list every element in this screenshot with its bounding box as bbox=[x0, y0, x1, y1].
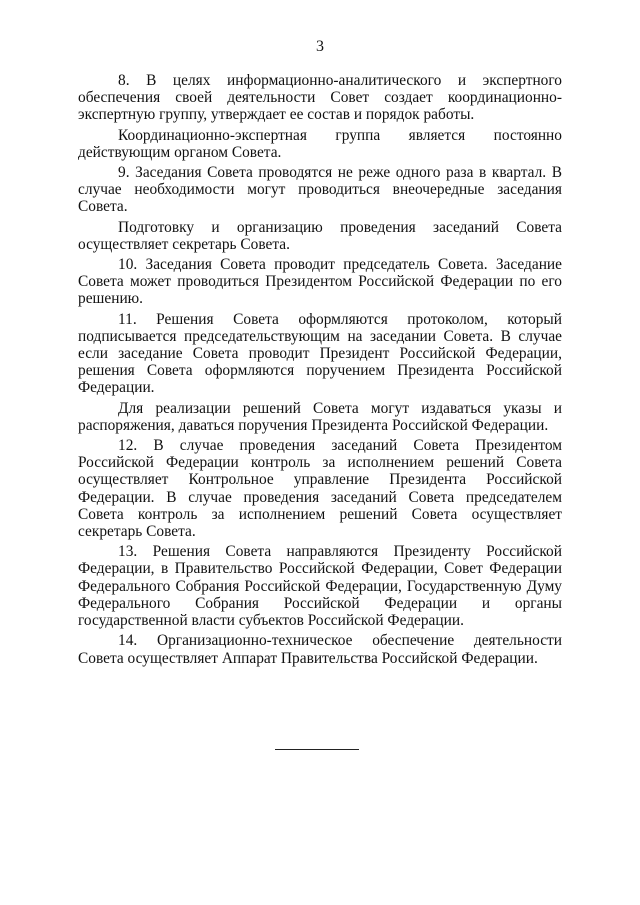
paragraph-8-continued: Координационно-экспертная группа является постоянно действующим органом Совета. bbox=[78, 126, 562, 161]
end-of-document-rule bbox=[275, 749, 359, 750]
paragraph-11: 11. Решения Совета оформляются протоколом, который подписывается председательствующим на заседании Совета. В случае если заседание Совета проводит Президент Российской Федерации, решения Совета оформляются поручением Президента Российской Федерации. bbox=[78, 310, 562, 397]
document-body bbox=[78, 72, 562, 667]
page-number: 3 bbox=[316, 38, 324, 55]
paragraph-12: 12. В случае проведения заседаний Совета Президентом Российской Федерации контроль за исполнением решений Совета осуществляет Контрольное управление Президента Российской Федерации. В случае проведения заседаний Совета председателем Совета контроль за исполнением решений Совета осуществляет секретарь Совета. bbox=[78, 437, 562, 541]
paragraph-9-continued: Подготовку и организацию проведения заседаний Совета осуществляет секретарь Совета. bbox=[78, 218, 562, 253]
paragraph-8: 8. В целях информационно-аналитического и экспертного обеспечения своей деятельности Совет создает координационно-экспертную группу, утверждает ее состав и порядок работы. bbox=[78, 72, 562, 124]
paragraph-13: 13. Решения Совета направляются Президенту Российской Федерации, в Правительство Российской Федерации, Совет Федерации Федерального Собрания Российской Федерации, Государственную Думу Федерального Собрания Российской Федерации и органы государственной власти субъектов Российской Федерации. bbox=[78, 543, 562, 630]
paragraph-9: 9. Заседания Совета проводятся не реже одного раза в квартал. В случае необходимости могут проводиться внеочередные заседания Совета. bbox=[78, 164, 562, 216]
paragraph-11-continued: Для реализации решений Совета могут издаваться указы и распоряжения, даваться поручения Президента Российской Федерации. bbox=[78, 399, 562, 434]
paragraph-14: 14. Организационно-техническое обеспечение деятельности Совета осуществляет Аппарат Правительства Российской Федерации. bbox=[78, 632, 562, 667]
paragraph-10: 10. Заседания Совета проводит председатель Совета. Заседание Совета может проводиться Президентом Российской Федерации по его решению. bbox=[78, 256, 562, 308]
